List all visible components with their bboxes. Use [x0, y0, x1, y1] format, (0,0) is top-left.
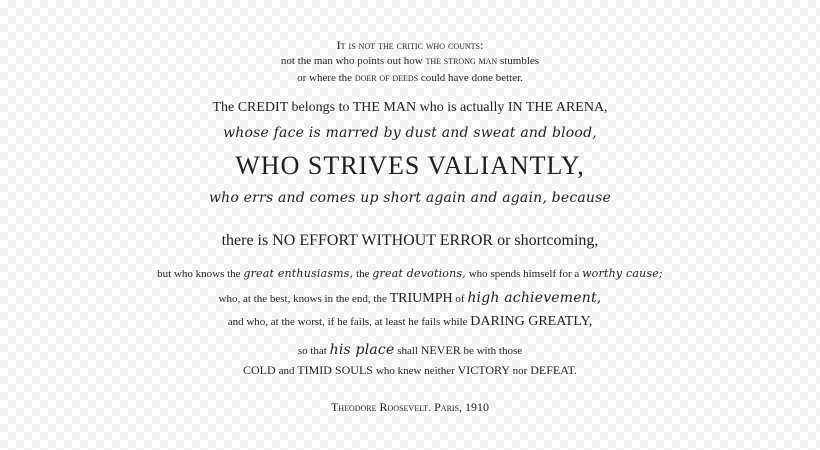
quote-text: but who knows the — [157, 268, 241, 280]
quote-headline: WHO STRIVES VALIANTLY, — [235, 151, 585, 180]
quote-emphasis: TIMID SOULS — [297, 363, 373, 377]
quote-text: or shortcoming, — [497, 232, 599, 249]
quote-text: could have done better. — [420, 72, 523, 84]
quote-emphasis: the strong man — [425, 55, 498, 67]
quote-script-text: whose face is marred by dust and sweat and blood, — [223, 125, 597, 141]
quote-script-text: high achievement, — [467, 290, 602, 306]
quote-line-3 — [0, 73, 820, 84]
quote-emphasis: doer of deeds — [354, 72, 419, 84]
quote-line-10 — [0, 291, 820, 306]
quote-text: not the man who points out how — [280, 55, 423, 67]
quote-emphasis: COLD — [242, 363, 276, 377]
quote-emphasis: VICTORY — [457, 363, 510, 377]
quote-line-2 — [0, 56, 820, 67]
quote-emphasis: NO EFFORT WITHOUT ERROR — [272, 232, 494, 249]
quote-line-8 — [0, 233, 820, 249]
quote-text: of — [455, 293, 465, 305]
quote-text: who spends himself for a — [468, 268, 580, 280]
quote-emphasis: NEVER — [420, 343, 461, 357]
quote-script-text: his place — [329, 342, 395, 358]
quote-text: stumbles — [499, 55, 540, 67]
quote-text: be with those — [463, 345, 523, 357]
quote-line-5 — [0, 126, 820, 140]
quote-text: and who, at the worst, if he fails, at least he fails while — [227, 316, 468, 328]
quote-line-4 — [0, 101, 820, 115]
quote-emphasis: CREDIT — [237, 100, 289, 115]
quote-line-11 — [0, 315, 820, 329]
quote-emphasis: THE MAN — [352, 100, 417, 115]
quote-line-7 — [0, 191, 820, 205]
quote-script-text: great enthusiasms, — [243, 267, 354, 280]
quote-text: who is actually — [419, 100, 505, 115]
quote-line-6 — [0, 153, 820, 179]
quote-text: nor — [512, 365, 528, 377]
quote-text: and — [278, 365, 295, 377]
quote-text: shall — [397, 345, 418, 357]
quote-text: so that — [297, 345, 327, 357]
quote-text: or where the — [297, 72, 353, 84]
quote-script-text: worthy cause; — [582, 267, 663, 280]
quote-text: who, at the best, knows in the end, the — [218, 293, 387, 305]
quote-emphasis: DARING GREATLY, — [470, 314, 593, 329]
quote-line-12 — [0, 343, 820, 357]
quote-text: belongs to — [291, 100, 350, 115]
quote-script-text: who errs and comes up short again and again, because — [209, 190, 611, 206]
quote-script-text: great devotions, — [372, 267, 466, 280]
quote-text: who knew neither — [375, 365, 455, 377]
quote-text: It is not the critic who counts: — [336, 38, 484, 52]
quote-text: The — [212, 100, 235, 115]
attribution-text: Theodore Roosevelt. Paris, 1910 — [330, 400, 490, 414]
quote-line-1 — [0, 39, 820, 51]
quote-attribution — [0, 401, 820, 413]
quote-line-13 — [0, 364, 820, 377]
quote-emphasis: IN THE ARENA, — [507, 100, 608, 115]
quote-emphasis: DEFEAT. — [530, 363, 578, 377]
quote-emphasis: TRIUMPH — [389, 291, 453, 306]
quote-line-9 — [0, 268, 820, 280]
quote-text: there is — [221, 232, 269, 249]
quote-text: the — [356, 268, 370, 280]
